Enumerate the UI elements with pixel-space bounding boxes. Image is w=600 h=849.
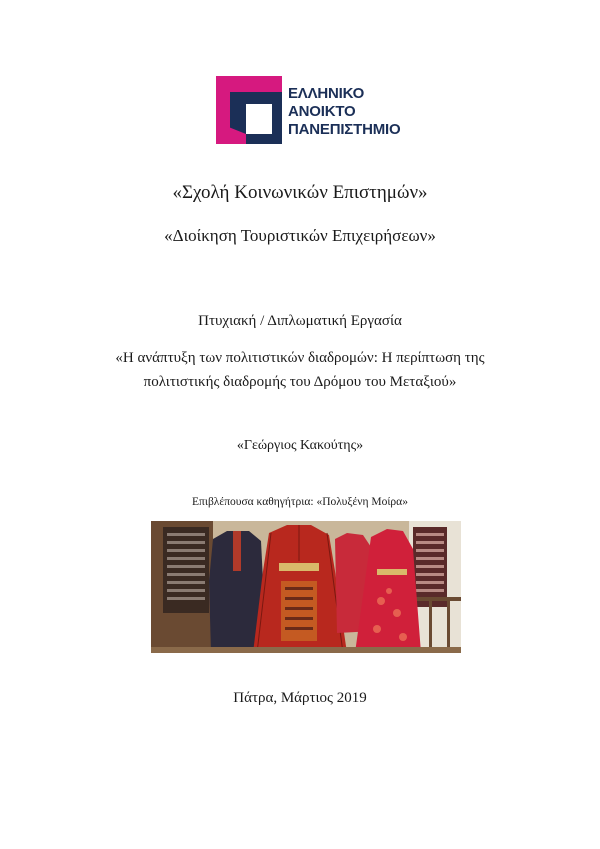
thesis-title: [0, 346, 600, 394]
traditional-costumes-photo: [151, 521, 461, 653]
university-logo: [216, 70, 416, 144]
logo-line-3: ΠΑΝΕΠΙΣΤΗΜΙΟ: [288, 121, 401, 138]
author-name: «Γεώργιος Κακούτης»: [236, 438, 364, 453]
logo-wordmark: [288, 85, 400, 139]
logo-line-1: ΕΛΛΗΝΙΚΟ: [288, 85, 365, 102]
logo-emblem-icon: [216, 70, 288, 144]
thesis-title-line-1: «Η ανάπτυξη των πολιτιστικών διαδρομών: Η περίπτωση της: [115, 350, 485, 366]
supervisor-line: Επιβλέπουσα καθηγήτρια: «Πολυξένη Μοίρα»: [192, 496, 408, 508]
school-name: «Σχολή Κοινωνικών Επιστημών»: [172, 182, 428, 203]
thesis-title-line-2: πολιτιστικής διαδρομής του Δρόμου του Μεταξιού»: [143, 374, 457, 390]
place-and-date: Πάτρα, Μάρτιος 2019: [233, 690, 367, 706]
logo-line-2: ΑΝΟΙΚΤΟ: [288, 103, 356, 120]
department-name: «Διοίκηση Τουριστικών Επιχειρήσεων»: [164, 226, 436, 245]
thesis-type: Πτυχιακή / Διπλωματική Εργασία: [198, 313, 402, 329]
